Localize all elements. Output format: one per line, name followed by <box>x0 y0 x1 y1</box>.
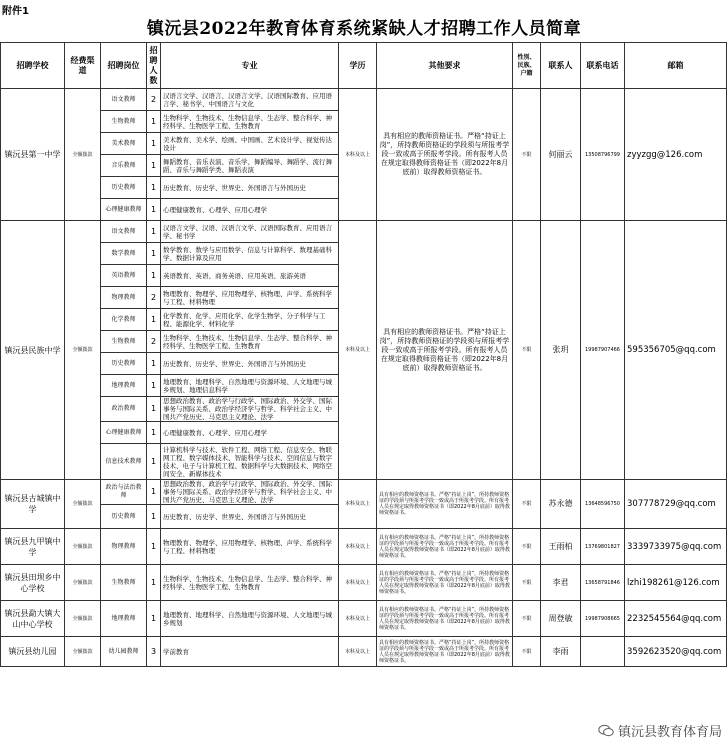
major-list: 生物科学、生物技术、生物信息学、生态学、整合科学、神经科学、生物医学工程、生物教育 <box>161 565 339 601</box>
major-list: 学前教育 <box>161 637 339 667</box>
contact-person: 周登敏 <box>541 601 581 637</box>
contact-person: 苏永德 <box>541 480 581 529</box>
header-count: 招聘人数 <box>147 43 161 89</box>
header-gender: 性别、民族、户籍 <box>513 43 541 89</box>
major-list: 生物科学、生物技术、生物信息学、生态学、整合科学、神经科学、生物医学工程、生物教育 <box>161 111 339 133</box>
header-email: 邮箱 <box>625 43 727 89</box>
post-count: 3 <box>147 637 161 667</box>
major-list: 历史教育、历史学、世界史、外国语言与外国历史 <box>161 177 339 199</box>
major-list: 英语教育、英语、商务英语、应用英语、旅游英语 <box>161 265 339 287</box>
post-name: 物理教师 <box>101 529 147 565</box>
post-count: 1 <box>147 221 161 243</box>
major-list: 汉语言文学、汉语言、汉语言文学、汉语国际教育、应用语言学、秘书学、中国语言与文化 <box>161 89 339 111</box>
fund-channel: 全额拨款 <box>65 601 101 637</box>
gender-ethnicity: 不限 <box>513 89 541 221</box>
header-post: 招聘岗位 <box>101 43 147 89</box>
post-name: 政治教师 <box>101 397 147 422</box>
post-count: 1 <box>147 155 161 177</box>
major-list: 美术教育、美术学、绘画、中国画、艺术设计学、视觉传达设计 <box>161 133 339 155</box>
contact-person: 李雨 <box>541 637 581 667</box>
post-count: 1 <box>147 397 161 422</box>
major-list: 地理教育、地理科学、自然地理与资源环境、人文地理与城乡规划、地理信息科学 <box>161 375 339 397</box>
header-contact: 联系人 <box>541 43 581 89</box>
post-count: 1 <box>147 444 161 480</box>
post-name: 语文教师 <box>101 221 147 243</box>
major-list: 历史教育、历史学、世界史、外国语言与外国历史 <box>161 353 339 375</box>
school-name: 镇沅县勐大镇大山中心学校 <box>1 601 65 637</box>
major-list: 汉语言文学、汉语、汉语言文学、汉语国际教育、应用语言学、秘书学 <box>161 221 339 243</box>
post-count: 1 <box>147 133 161 155</box>
education-requirement: 本科及以上 <box>339 565 377 601</box>
gender-ethnicity: 不限 <box>513 529 541 565</box>
post-name: 音乐教师 <box>101 155 147 177</box>
fund-channel: 全额拨款 <box>65 89 101 221</box>
contact-email[interactable]: 2232545564@qq.com <box>625 601 727 637</box>
major-list: 物理教育、物理学、应用物理学、核物理、声学、系统科学与工程、材料物理 <box>161 529 339 565</box>
other-requirements: 具有相应的教师资格证书。严格“持证上岗”，所持教师资格证的学段须与所报考学段一致或高于所报考学段。所有报考人员在规定取得教师资格证书（即2022年8月底前）取得教师资格证书。 <box>377 89 513 221</box>
gender-ethnicity: 不限 <box>513 221 541 480</box>
table-row <box>1 529 727 565</box>
major-list: 思想政治教育、政治学与行政学、国际政治、外交学、国际事务与国际关系、政治学经济学与哲学、科学社会主义、中国共产党历史、马克思主义理论、法学 <box>161 397 339 422</box>
post-name: 历史教师 <box>101 177 147 199</box>
page-title: 镇沅县2022年教育体育系统紧缺人才招聘工作人员简章 <box>146 19 582 39</box>
table-row <box>1 637 727 667</box>
education-requirement: 本科及以上 <box>339 89 377 221</box>
post-count: 2 <box>147 331 161 353</box>
post-name: 生物教师 <box>101 111 147 133</box>
major-list: 物理教育、物理学、应用物理学、核物理、声学、系统科学与工程、材料物理 <box>161 287 339 309</box>
post-name: 心理健康教师 <box>101 199 147 221</box>
post-name: 心理健康教师 <box>101 422 147 444</box>
contact-phone: 13508796799 <box>581 89 625 221</box>
other-requirements: 具有相应的教师资格证书。严格“持证上岗”，所持教师资格证的学段须与所报考学段一致或高于所报考学段。所有报考人员在规定取得教师资格证书（即2022年8月底前）取得教师资格证书。 <box>377 565 513 601</box>
post-count: 1 <box>147 353 161 375</box>
school-name: 镇沅县民族中学 <box>1 221 65 480</box>
major-list: 思想政治教育、政治学与行政学、国际政治、外交学、国际事务与国际关系、政治学经济学与哲学、科学社会主义、中国共产党历史、马克思主义理论、法学 <box>161 480 339 505</box>
major-list: 数学教育、数学与应用数学、信息与计算科学、数理基础科学、数据计算及应用 <box>161 243 339 265</box>
school-name: 镇沅县幼儿园 <box>1 637 65 667</box>
post-name: 英语教师 <box>101 265 147 287</box>
major-list: 历史教育、历史学、世界史、外国语言与外国历史 <box>161 505 339 529</box>
post-count: 1 <box>147 565 161 601</box>
watermark <box>598 721 722 740</box>
gender-ethnicity: 不限 <box>513 637 541 667</box>
post-name: 幼儿园教师 <box>101 637 147 667</box>
post-name: 政治与法治教师 <box>101 480 147 505</box>
major-list: 计算机科学与技术、软件工程、网络工程、信息安全、物联网工程、数字媒体技术、智能科学与技术、空间信息与数字技术、电子与计算机工程、数据科学与大数据技术、网络空间安全、新媒体技术 <box>161 444 339 480</box>
post-count: 1 <box>147 111 161 133</box>
contact-phone <box>581 637 625 667</box>
contact-person: 王雨柏 <box>541 529 581 565</box>
school-name: 镇沅县古城镇中学 <box>1 480 65 529</box>
post-count: 1 <box>147 375 161 397</box>
post-name: 信息技术教师 <box>101 444 147 480</box>
fund-channel: 全额拨款 <box>65 637 101 667</box>
contact-phone: 13658791846 <box>581 565 625 601</box>
header-major: 专业 <box>161 43 339 89</box>
header-phone: 联系电话 <box>581 43 625 89</box>
contact-phone: 13648596750 <box>581 480 625 529</box>
school-name: 镇沅县田坝乡中心学校 <box>1 565 65 601</box>
table-row <box>1 601 727 637</box>
gender-ethnicity: 不限 <box>513 480 541 529</box>
other-requirements: 具有相应的教师资格证书。严格“持证上岗”，所持教师资格证的学段须与所报考学段一致或高于所报考学段。所有报考人员在规定取得教师资格证书（即2022年8月底前）取得教师资格证书。 <box>377 480 513 529</box>
post-count: 2 <box>147 287 161 309</box>
post-count: 1 <box>147 309 161 331</box>
contact-email[interactable]: zyyzgg@126.com <box>625 89 727 221</box>
post-name: 化学教师 <box>101 309 147 331</box>
gender-ethnicity: 不限 <box>513 565 541 601</box>
recruitment-table <box>0 42 727 667</box>
education-requirement: 本科及以上 <box>339 637 377 667</box>
post-name: 数学教师 <box>101 243 147 265</box>
wechat-icon <box>598 724 614 737</box>
table-row <box>1 565 727 601</box>
education-requirement: 本科及以上 <box>339 601 377 637</box>
post-name: 语文教师 <box>101 89 147 111</box>
contact-phone: 19987908665 <box>581 601 625 637</box>
post-count: 1 <box>147 529 161 565</box>
post-count: 1 <box>147 177 161 199</box>
major-list: 心理健康教育、心理学、应用心理学 <box>161 422 339 444</box>
major-list: 地理教育、地理科学、自然地理与资源环境、人文地理与城乡规划 <box>161 601 339 637</box>
post-name: 地理教师 <box>101 375 147 397</box>
fund-channel: 全额拨款 <box>65 529 101 565</box>
education-requirement: 本科及以上 <box>339 529 377 565</box>
post-name: 生物教师 <box>101 331 147 353</box>
education-requirement: 本科及以上 <box>339 221 377 480</box>
header-school: 招聘学校 <box>1 43 65 89</box>
header-row <box>1 43 727 89</box>
header-other: 其他要求 <box>377 43 513 89</box>
post-count: 1 <box>147 422 161 444</box>
post-count: 1 <box>147 601 161 637</box>
education-requirement: 本科及以上 <box>339 480 377 529</box>
fund-channel: 全额拨款 <box>65 565 101 601</box>
school-name: 镇沅县九甲镇中学 <box>1 529 65 565</box>
contact-email[interactable]: 307778729@qq.com <box>625 480 727 529</box>
post-name: 历史教师 <box>101 353 147 375</box>
watermark-text: 镇沅县教育体育局 <box>617 725 722 740</box>
other-requirements: 具有相应的教师资格证书。严格“持证上岗”，所持教师资格证的学段须与所报考学段一致或高于所报考学段。所有报考人员在规定取得教师资格证书（即2022年8月底前）取得教师资格证书。 <box>377 637 513 667</box>
contact-person: 李君 <box>541 565 581 601</box>
contact-email[interactable]: 3339733975@qq.com <box>625 529 727 565</box>
contact-email[interactable]: 595356705@qq.com <box>625 221 727 480</box>
contact-person: 何丽云 <box>541 89 581 221</box>
table-row <box>1 480 727 505</box>
post-count: 1 <box>147 265 161 287</box>
other-requirements: 具有相应的教师资格证书。严格“持证上岗”，所持教师资格证的学段须与所报考学段一致或高于所报考学段。所有报考人员在规定取得教师资格证书（即2022年8月底前）取得教师资格证书。 <box>377 221 513 480</box>
contact-person: 张玥 <box>541 221 581 480</box>
post-count: 1 <box>147 480 161 505</box>
major-list: 生物科学、生物技术、生物信息学、生态学、整合科学、神经科学、生物医学工程、生物教育 <box>161 331 339 353</box>
fund-channel: 全额拨款 <box>65 480 101 529</box>
table-row <box>1 89 727 111</box>
contact-phone: 19987907466 <box>581 221 625 480</box>
header-edu: 学历 <box>339 43 377 89</box>
major-list: 舞蹈教育、音乐表演、音乐学、舞蹈编导、舞蹈学、流行舞蹈、音乐与舞蹈学类、舞蹈表演 <box>161 155 339 177</box>
gender-ethnicity: 不限 <box>513 601 541 637</box>
post-count: 1 <box>147 505 161 529</box>
major-list: 化学教育、化学、应用化学、化学生物学、分子科学与工程、能源化学、材料化学 <box>161 309 339 331</box>
attachment-label: 附件1 <box>2 6 29 17</box>
post-count: 1 <box>147 199 161 221</box>
post-name: 历史教师 <box>101 505 147 529</box>
header-fund: 经费渠道 <box>65 43 101 89</box>
post-count: 1 <box>147 243 161 265</box>
school-name: 镇沅县第一中学 <box>1 89 65 221</box>
post-name: 美术教师 <box>101 133 147 155</box>
fund-channel: 全额拨款 <box>65 221 101 480</box>
post-name: 地理教师 <box>101 601 147 637</box>
contact-email[interactable]: lzhi198261@126.com <box>625 565 727 601</box>
other-requirements: 具有相应的教师资格证书。严格“持证上岗”，所持教师资格证的学段须与所报考学段一致或高于所报考学段。所有报考人员在规定取得教师资格证书（即2022年8月底前）取得教师资格证书。 <box>377 601 513 637</box>
post-name: 物理教师 <box>101 287 147 309</box>
table-row <box>1 221 727 243</box>
post-name: 生物教师 <box>101 565 147 601</box>
other-requirements: 具有相应的教师资格证书。严格“持证上岗”，所持教师资格证的学段须与所报考学段一致或高于所报考学段。所有报考人员在规定取得教师资格证书（即2022年8月底前）取得教师资格证书。 <box>377 529 513 565</box>
major-list: 心理健康教育、心理学、应用心理学 <box>161 199 339 221</box>
post-count: 2 <box>147 89 161 111</box>
contact-phone: 13769801827 <box>581 529 625 565</box>
contact-email[interactable]: 3592623520@qq.com <box>625 637 727 667</box>
